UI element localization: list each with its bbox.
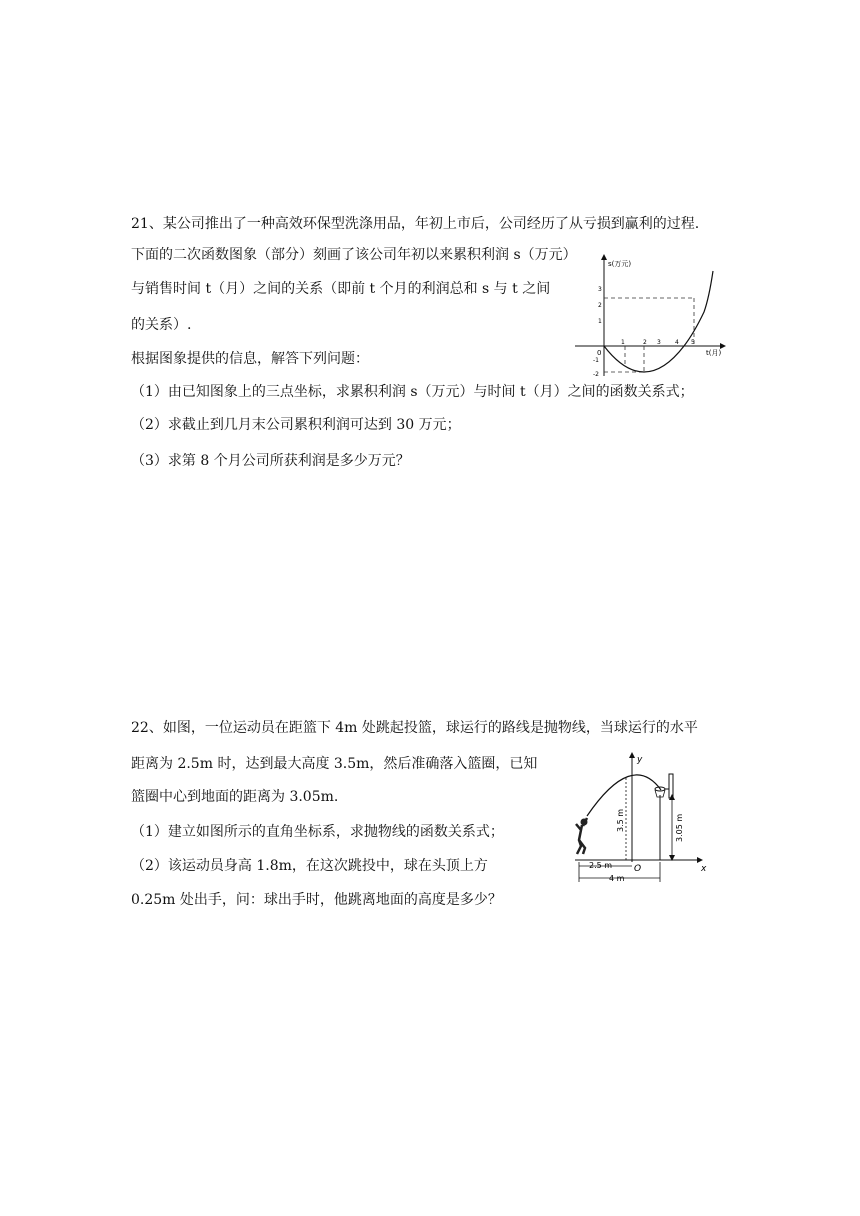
- q21-y-tick-neg2: -2: [593, 371, 599, 378]
- q22-x-axis-label: x: [701, 864, 707, 874]
- q22-basketball-figure: [565, 750, 715, 885]
- q22-height-label: 3.5 m: [616, 808, 625, 832]
- q21-y-axis-label: s(万元): [608, 260, 632, 268]
- q21-y-tick-neg1: -1: [593, 357, 599, 364]
- q21-parabola-figure: [570, 254, 730, 380]
- q21-part-3: （3）求第 8 个月公司所获利润是多少万元？: [131, 453, 410, 469]
- q22-line-2: 距离为 2.5m 时，达到最大高度 3.5m，然后准确落入篮圈，已知: [131, 756, 538, 772]
- q21-origin-label: 0: [597, 349, 602, 357]
- q21-y-tick-2: 2: [598, 302, 602, 309]
- q21-line-1: 21、某公司推出了一种高效环保型洗涤用品，年初上市后，公司经历了从亏损到赢利的过程.: [131, 216, 700, 232]
- q21-y-tick-3: 3: [598, 286, 602, 293]
- q21-line-5: 根据图象提供的信息，解答下列问题：: [131, 351, 369, 367]
- q22-origin-label: O: [634, 864, 642, 874]
- q21-part-1: （1）由已知图象上的三点坐标，求累积利润 s（万元）与时间 t（月）之间的函数关系式；: [131, 384, 694, 400]
- q21-y-tick-1: 1: [598, 318, 602, 325]
- q21-line-2: 下面的二次函数图象（部分）刻画了该公司年初以来累积利润 s（万元）: [131, 247, 577, 263]
- q22-dist2-label: 4 m: [609, 874, 625, 883]
- q22-rim-label: 3.05 m: [675, 813, 684, 842]
- q22-dist1-label: 2.5 m: [589, 861, 613, 870]
- q21-x-tick-2: 2: [643, 339, 647, 346]
- q21-x-tick-3: 3: [657, 339, 661, 346]
- q22-y-axis-label: y: [637, 755, 643, 765]
- q21-x-tick-1: 1: [621, 339, 625, 346]
- player-icon: [576, 818, 587, 854]
- q21-x-tick-5: 5: [691, 339, 695, 346]
- q22-part-2: （2）该运动员身高 1.8m，在这次跳投中，球在头顶上方: [131, 858, 488, 874]
- q21-parabola-curve: [604, 271, 713, 372]
- q21-line-4: 的关系）.: [131, 317, 192, 333]
- q21-x-tick-4: 4: [675, 339, 679, 346]
- q21-line-3: 与销售时间 t（月）之间的关系（即前 t 个月的利润总和 s 与 t 之间: [131, 281, 551, 297]
- q22-line-1: 22、如图，一位运动员在距篮下 4m 处跳起投篮，球运行的路线是抛物线，当球运行的水平: [131, 720, 698, 736]
- q22-line-3: 篮圈中心到地面的距离为 3.05m.: [131, 789, 339, 805]
- q21-x-axis-label: t(月): [706, 349, 722, 357]
- q22-part-1: （1）建立如图所示的直角坐标系，求抛物线的函数关系式；: [131, 824, 504, 840]
- q21-part-2: （2）求截止到几月末公司累积利润可达到 30 万元；: [131, 417, 461, 433]
- q22-part-3: 0.25m 处出手，问：球出手时，他跳离地面的高度是多少？: [131, 892, 502, 908]
